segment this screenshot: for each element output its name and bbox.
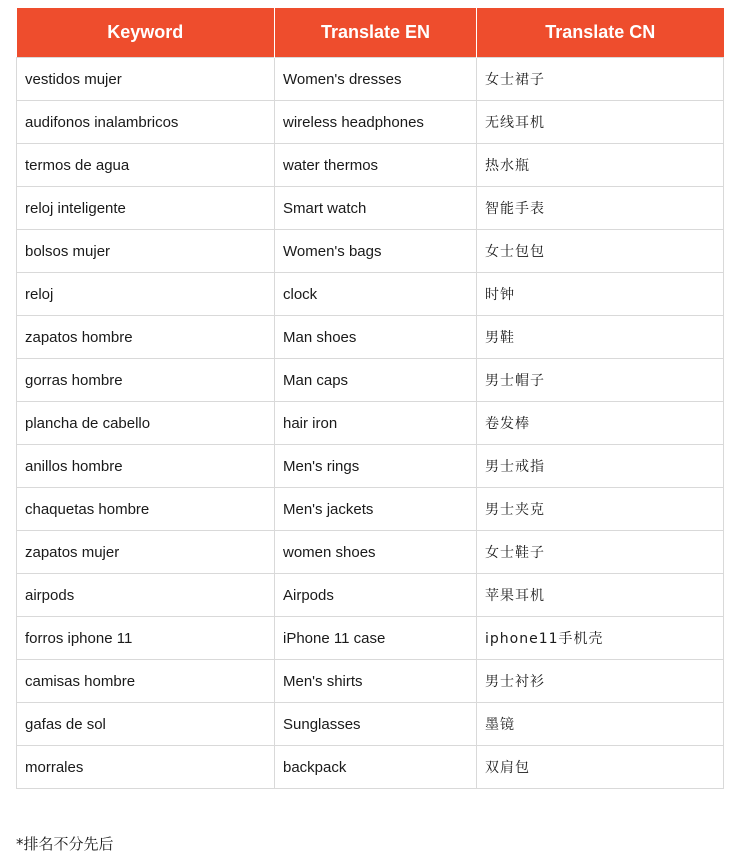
- table-row: [17, 703, 724, 746]
- cell-keyword: termos de agua: [17, 144, 275, 187]
- cell-translate-en: iPhone 11 case: [275, 617, 477, 660]
- cell-keyword: chaquetas hombre: [17, 488, 275, 531]
- cell-translate-cn: 男士戒指: [477, 445, 724, 488]
- cell-keyword: bolsos mujer: [17, 230, 275, 273]
- cell-translate-en: water thermos: [275, 144, 477, 187]
- cell-translate-cn: 男士帽子: [477, 359, 724, 402]
- table-row: [17, 58, 724, 101]
- cell-translate-cn: 无线耳机: [477, 101, 724, 144]
- table-row: [17, 359, 724, 402]
- cell-translate-en: Sunglasses: [275, 703, 477, 746]
- table-row: [17, 144, 724, 187]
- header-row: [17, 8, 724, 58]
- cell-keyword: zapatos hombre: [17, 316, 275, 359]
- cell-keyword: vestidos mujer: [17, 58, 275, 101]
- cell-keyword: gorras hombre: [17, 359, 275, 402]
- table-body: [17, 58, 724, 789]
- table-row: [17, 746, 724, 789]
- table-row: [17, 445, 724, 488]
- cell-keyword: gafas de sol: [17, 703, 275, 746]
- cell-translate-en: women shoes: [275, 531, 477, 574]
- cell-translate-en: Man shoes: [275, 316, 477, 359]
- cell-keyword: camisas hombre: [17, 660, 275, 703]
- cell-translate-cn: 双肩包: [477, 746, 724, 789]
- cell-translate-en: Men's shirts: [275, 660, 477, 703]
- cell-keyword: plancha de cabello: [17, 402, 275, 445]
- cell-translate-cn: 墨镜: [477, 703, 724, 746]
- cell-translate-en: wireless headphones: [275, 101, 477, 144]
- cell-translate-en: Airpods: [275, 574, 477, 617]
- cell-translate-en: Man caps: [275, 359, 477, 402]
- keyword-table-container: [16, 8, 723, 789]
- table-row: [17, 617, 724, 660]
- cell-keyword: audifonos inalambricos: [17, 101, 275, 144]
- table-row: [17, 273, 724, 316]
- header-translate-cn: Translate CN: [477, 8, 724, 58]
- header-translate-en: Translate EN: [275, 8, 477, 58]
- cell-translate-en: hair iron: [275, 402, 477, 445]
- cell-translate-en: Women's dresses: [275, 58, 477, 101]
- table-row: [17, 230, 724, 273]
- table-row: [17, 316, 724, 359]
- table-row: [17, 531, 724, 574]
- cell-translate-cn: 女士包包: [477, 230, 724, 273]
- table-row: [17, 402, 724, 445]
- cell-translate-cn: 卷发棒: [477, 402, 724, 445]
- footnote: *排名不分先后: [16, 835, 114, 853]
- cell-translate-cn: 男士衬衫: [477, 660, 724, 703]
- table-row: [17, 574, 724, 617]
- cell-translate-cn: 女士鞋子: [477, 531, 724, 574]
- cell-keyword: airpods: [17, 574, 275, 617]
- cell-translate-cn: iphone11手机壳: [477, 617, 724, 660]
- keyword-table: [16, 8, 724, 789]
- cell-translate-cn: 时钟: [477, 273, 724, 316]
- cell-translate-cn: 女士裙子: [477, 58, 724, 101]
- cell-keyword: forros iphone 11: [17, 617, 275, 660]
- cell-keyword: zapatos mujer: [17, 531, 275, 574]
- cell-translate-en: backpack: [275, 746, 477, 789]
- table-row: [17, 488, 724, 531]
- cell-translate-cn: 男鞋: [477, 316, 724, 359]
- table-row: [17, 660, 724, 703]
- table-row: [17, 101, 724, 144]
- cell-keyword: morrales: [17, 746, 275, 789]
- cell-translate-en: Smart watch: [275, 187, 477, 230]
- table-header: [17, 8, 724, 58]
- cell-keyword: anillos hombre: [17, 445, 275, 488]
- header-keyword: Keyword: [17, 8, 275, 58]
- cell-translate-cn: 苹果耳机: [477, 574, 724, 617]
- cell-translate-cn: 热水瓶: [477, 144, 724, 187]
- cell-translate-en: Men's jackets: [275, 488, 477, 531]
- cell-translate-cn: 智能手表: [477, 187, 724, 230]
- table-row: [17, 187, 724, 230]
- cell-translate-cn: 男士夹克: [477, 488, 724, 531]
- cell-translate-en: Men's rings: [275, 445, 477, 488]
- cell-translate-en: clock: [275, 273, 477, 316]
- cell-translate-en: Women's bags: [275, 230, 477, 273]
- cell-keyword: reloj inteligente: [17, 187, 275, 230]
- cell-keyword: reloj: [17, 273, 275, 316]
